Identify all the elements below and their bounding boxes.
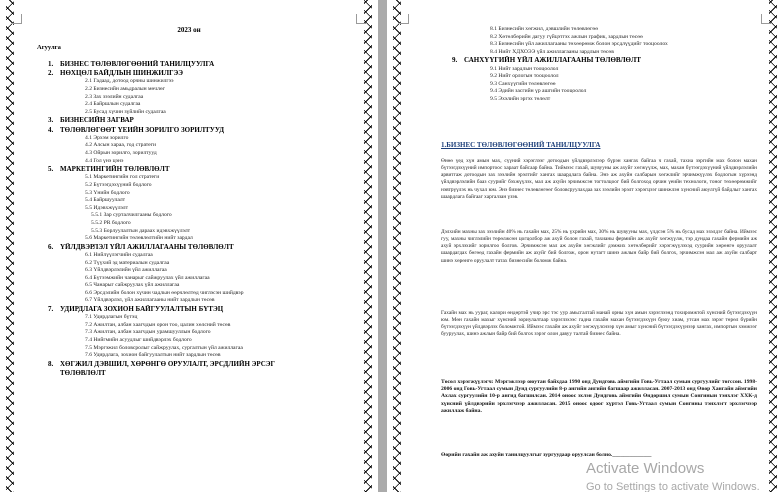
toc-heading[interactable] <box>48 60 348 69</box>
toc-text: 5.3 Үнийн бодлого <box>85 189 130 196</box>
toc-text: ХӨГЖИЛ ДЭВШИЛ, ХӨРӨНГӨ ОРУУЛАЛТ, ЭРСДЛИЙН ЭРСЭГ <box>60 359 276 368</box>
toc-entry[interactable] <box>48 78 348 86</box>
activate-windows-watermark <box>586 460 760 492</box>
toc-text: 8.3 Бизнесийн үйл ажиллагааны төхөөрөмж болон эрсдлүүдийг тооцоолох <box>490 41 668 48</box>
toc-entry[interactable] <box>442 96 762 104</box>
toc-entry[interactable] <box>48 174 348 182</box>
toc-number <box>48 369 60 378</box>
toc-number: 8. <box>48 359 54 368</box>
toc-entry[interactable] <box>48 182 348 190</box>
toc-heading[interactable] <box>48 126 348 135</box>
toc-entry[interactable] <box>48 267 348 275</box>
toc-text: 5.6 Маркетингийн төлөвлөлтийн нийт зардал <box>85 235 193 242</box>
toc-text: 7.6 Удирдлага, зохион байгуулалтын нийт зардлын төсөв <box>85 352 221 359</box>
toc-entry[interactable] <box>48 158 348 166</box>
toc-number: 6. <box>48 242 54 251</box>
margin-corner-mark <box>356 14 366 24</box>
toc-entry[interactable] <box>48 205 348 213</box>
toc-text: 4.1 Эрхэм зорилго <box>85 134 129 141</box>
page-border-left <box>6 0 14 492</box>
toc-entry[interactable] <box>48 109 348 117</box>
toc-text: ТӨЛӨВЛӨЛТ <box>60 369 106 378</box>
toc-entry[interactable] <box>48 212 348 220</box>
toc-entry[interactable] <box>48 282 348 290</box>
toc-entry[interactable] <box>48 150 348 158</box>
toc-text: 7.5 Мэргэжил боловсролыг сайжруулах, сургалтын үйл ажиллагаа <box>85 344 243 351</box>
toc-text: 5.5 Идэвхжүүлэлт <box>85 204 129 211</box>
toc-entry[interactable] <box>48 94 348 102</box>
toc-text: 5.4 Байршуулалт <box>85 197 126 204</box>
toc-title: Агуулга <box>37 44 61 51</box>
toc-entry[interactable] <box>48 135 348 143</box>
toc-text: МАРКЕТИНГИЙН ТӨЛӨВЛӨЛТ <box>60 165 170 174</box>
toc-entry[interactable] <box>48 142 348 150</box>
toc-text: УДИРДЛАГА ЗОХИОН БАЙГУУЛАЛТЫН БҮТЭЦ <box>60 305 224 314</box>
toc-entry[interactable] <box>48 197 348 205</box>
toc-text: 4.4 Гол үнэ цэнэ <box>85 157 124 164</box>
page-border-left <box>393 0 401 492</box>
toc-text: 5.1 Маркетингийн гол стратеги <box>85 174 160 181</box>
toc-entry[interactable] <box>48 337 348 345</box>
toc-entry[interactable] <box>48 345 348 353</box>
margin-corner-mark <box>12 14 22 24</box>
toc-text: НӨХЦӨЛ БАЙДЛЫН ШИНЖИЛГЭЭ <box>60 69 184 78</box>
toc-entry[interactable] <box>48 275 348 283</box>
toc-entry[interactable] <box>48 190 348 198</box>
toc-text: 6.4 Бүтээмжийн чанарыг сайжруулах үйл ажиллагаа <box>85 274 210 281</box>
toc-heading[interactable] <box>48 360 348 369</box>
toc-text: 5.2 Бүтээгдэхүүний бодлого <box>85 181 152 188</box>
toc-heading[interactable] <box>442 56 762 65</box>
toc-text: 2.1 Гадаад, дотоод орчны шинжилгээ <box>85 78 174 85</box>
toc-text: 5.5.1 Зар сурталчилгааны бодлого <box>91 212 172 219</box>
toc-number: 5. <box>48 165 54 174</box>
toc-entry[interactable] <box>48 228 348 236</box>
toc-entry[interactable] <box>48 101 348 109</box>
toc-text: 9.2 Нийт орлогын тооцоолол <box>490 73 559 80</box>
toc-text: 9.3 Санхүүгийн төлөвлөгөө <box>490 80 556 87</box>
watermark-title: Activate Windows <box>586 460 705 477</box>
toc-entry[interactable] <box>442 81 762 89</box>
toc-text: 8.2 Хөтөлбөрийн дагуу гүйцэтгэх ажлын график, зардлын төсөө <box>490 33 643 40</box>
toc-heading[interactable] <box>48 243 348 252</box>
toc-entry[interactable] <box>442 41 762 49</box>
toc-number: 4. <box>48 125 54 134</box>
table-of-contents <box>48 60 348 378</box>
toc-text: 6.5 Чанарыг сайжруулах үйл ажиллагаа <box>85 282 180 289</box>
body-paragraph: Өнөө үед хүн амын мах, сүүний хэрэглээг дотоодын үйлдвэрлэлээр бүрэн хангах байгаа ч гахай, тахиа зэргийн мах болон махан бүтээгдэхүүний импортоос хараат байсаар байна. Тиймээс гахай, шувууны аж ахуйг хөгжүүлж, мах, махан бүтээгдэхүүний үйлдвэрлэлийн арвитгаж дотоодын зах зээлийн эрэлтийг хангах шаардлага байна. Энэ аж ахуйн салбарын хөгжлийг эрчимжүүлэх бодлогын хүрээнд үйлдвэрлэлийн бааз суурийг бэхжүүлэх, мал аж ахуйн эрчимжсэн тогтолцоог бий болгоход орчин үеийн технологи, тоног төхөөрөмжийг нэвтрүүлэх нь чухал юм. Энэ бизнес төлөвлөгөөг боловсруулахдаа зах зээлийн эрэлт хэрэгцээг шинжлэн хүнсний аюулгүй байдлыг хангах шаардлага байгааг харгалзан үзэв. <box>441 158 757 200</box>
document-page-right <box>387 0 783 492</box>
toc-text: 9.4 Эдийн засгийн үр ашгийн тооцоолол <box>490 88 587 95</box>
toc-text: 2.5 Бусад хүчин зүйлийн судалгаа <box>85 108 166 115</box>
toc-text: 9.1 Нийт зардлын тооцоолол <box>490 65 559 72</box>
toc-text: 8.4 Нийт ХДХОЭЭ үйл ажиллагааны зардлын төсөв <box>490 48 614 55</box>
closing-line: Өөрийн гахайн аж ахуйн танилцуулгыг зургуудаар оруулсан болно.______________ <box>441 452 652 458</box>
toc-text: 7.1 Удирдлагын бүтэц <box>85 314 138 321</box>
toc-entry[interactable] <box>48 290 348 298</box>
toc-text: 5.5.2 PR бодлого <box>91 219 131 226</box>
toc-entry[interactable] <box>48 260 348 268</box>
toc-entry[interactable] <box>48 322 348 330</box>
toc-text: ТӨЛӨВЛӨГӨӨТ ҮЕИЙН ЗОРИЛГО ЗОРИЛТУУД <box>60 125 225 134</box>
toc-entry[interactable] <box>48 252 348 260</box>
page-border-right <box>364 0 372 492</box>
toc-number: 7. <box>48 305 54 314</box>
margin-corner-mark <box>761 14 771 24</box>
toc-number: 9. <box>452 56 458 65</box>
toc-text: БИЗНЕС ТӨЛӨВЛӨГӨӨНИЙ ТАНИЛЦУУЛГА <box>60 60 215 68</box>
toc-text: 6.7 Үйлдвэрлэл, үйл ажиллагааны нийт зардлын төсөв <box>85 297 215 304</box>
toc-text: 6.6 Эрсдэлийн болон хүчин чадлын өөрчлөлтөд чиглэсэн шийдвэр <box>85 289 244 296</box>
toc-heading[interactable] <box>48 305 348 314</box>
document-year: 2023 он <box>177 26 201 34</box>
toc-entry[interactable] <box>442 73 762 81</box>
toc-text: 7.3 Ажилтан, албан хаагчдын урамшууллын бодлого <box>85 329 211 336</box>
body-paragraph: Гахайн мах нь уураг, калори өндөртэй учир эрс тэс уур амьсгалтай манай орны хүн амын хэрэглээнд тохиромжтой хүнсний бүтээгдэхүүн юм. Мөн гахайн махыг хүнсний зориулалтаар хэрэглэхээс гадна гахайн махан бүтээгдэхүүн буюу хиам, утсан мах зэрэг төрөл бүрийн бүтээгдэхүүн үйлдвэрлэх боломжтой. Иймээс гахайн аж ахуйг хөгжүүлснээр хүн амыг хүнсний бүтээгдэхүүнээр хангах, импортын хэмжээг бууруулах, шинэ ажлын байр бий болгох зэрэг олон давуу талтай бизнес байна. <box>441 310 757 338</box>
toc-entry[interactable] <box>442 49 762 57</box>
toc-text: 6.2 Түүхий эд материалын судалгаа <box>85 259 170 266</box>
toc-number: 2. <box>48 69 54 78</box>
page-border-right <box>769 0 777 492</box>
document-page-left <box>0 0 378 492</box>
toc-entry[interactable] <box>48 352 348 360</box>
toc-heading[interactable] <box>48 116 348 125</box>
toc-entry[interactable] <box>48 235 348 243</box>
toc-text: БИЗНЕСИЙН ЗАГВАР <box>60 116 134 125</box>
toc-text: 6.3 Үйлдвэрлэлийн үйл ажиллагаа <box>85 267 167 274</box>
toc-entry[interactable] <box>48 297 348 305</box>
toc-text: 6.1 Нийлүүлэгчийн судалгаа <box>85 251 153 258</box>
project-owner-paragraph: Төсөл хэрэгжүүлэгч: Мэргэжлээр оюутан байхдаа 1990 онд Дундговь аймгийн Говь-Угтаал сумын сургуулийг төгссөн. 1998-2006 онд Говь-Угтаал сумын Дунд сургуулийн 8-р ангийн ангийн багшаар ажилласан. 2007-2013 онд Өвөр Хангайн аймгийн Ахлах сургуулийн 10-р ангид багшилсан. 2014 оноос эхлэн Дундговь аймгийн Өндөршил сумын Сонгинын тэнхлэг ХХК-д хүнсний үйлдвэрийн эрхлэгчээр ажилласан. 2015 оноос одоог хүртэл Говь-Угтаал сумын Сонгины тэнхлэгт эрхлэгчээр ажиллаж байна. <box>441 379 757 414</box>
table-of-contents-continued <box>442 26 762 104</box>
body-paragraph: Дэлхийн махны зах зээлийн 40% нь гахайн мах, 25% нь үхрийн мах, 30% нь шувууны мах, үлдсэн 5% нь бусад мах эзэлдэг байна. Иймээс гуу, махны чиглэлийн төрөлжсөн цогцолбор аж ахуй болон гахай, тахианы фермийн аж ахуйг хөгжүүлж, тэр дундаа гахайн фермийн аж ахуй эрхлэхийг зорилгоо болгов. Эрчимжсэн мал аж ахуйн хөгжлийг дэмжих хөтөлбөрийг хэрэгжүүлэхэд суурийн хөрөнгө оруулалт шаардагдах бөгөөд гахайн фермийн аж ахуйг бий болгож, орон нутагт шинэ ажлын байр бий болгох, эрчимжсэн мал аж ахуйн салбарт шинэ хөрөнгө оруулалт татах бизнесийн боломж байна. <box>441 229 757 264</box>
toc-number: 3. <box>48 116 54 125</box>
watermark-subtitle: Go to Settings to activate Windows. <box>586 481 760 492</box>
toc-text: 5.5.3 Борлуулалтын дараах идэвхжүүлэлт <box>91 227 191 234</box>
toc-text: 7.4 Нийгмийн асуудлыг шийдвэрлэх бодлого <box>85 337 192 344</box>
toc-text: САНХҮҮГИЙН ҮЙЛ АЖИЛЛАГААНЫ ТӨЛӨВЛӨЛТ <box>464 56 641 65</box>
toc-text: 2.3 Зах зээлийн судалгаа <box>85 93 144 100</box>
section-title: 1.БИЗНЕС ТӨЛӨВЛӨГӨӨНИЙ ТАНИЛЦУУЛГА <box>441 141 601 149</box>
toc-entry[interactable] <box>48 314 348 322</box>
toc-entry[interactable] <box>48 86 348 94</box>
toc-text: 8.1 Бизнесийн хөгжил, дэвшлийн төлөвлөгөө <box>490 26 598 32</box>
toc-text: 4.2 Алсын хараа, год стратеги <box>85 142 157 149</box>
margin-corner-mark <box>399 14 409 24</box>
toc-heading[interactable] <box>48 69 348 78</box>
toc-text: 2.2 Бизнесийн амьдралын мөчлөг <box>85 86 166 92</box>
toc-heading[interactable] <box>48 165 348 174</box>
toc-text: 9.5 Эхэлийн эргэх төлөлт <box>490 95 551 102</box>
toc-entry[interactable] <box>48 329 348 337</box>
toc-heading[interactable] <box>48 369 348 378</box>
toc-entry[interactable] <box>442 88 762 96</box>
toc-text: 7.2 Ажилтан, албан хаагчдын орон тоо, цалин хөлсний төсөв <box>85 321 231 328</box>
toc-entry[interactable] <box>442 26 762 34</box>
toc-text: ҮЙЛДВЭРЛЭЛ ҮЙЛ АЖИЛЛАГААНЫ ТӨЛӨВЛӨЛТ <box>60 242 234 251</box>
toc-entry[interactable] <box>48 220 348 228</box>
toc-entry[interactable] <box>442 34 762 42</box>
toc-entry[interactable] <box>442 66 762 74</box>
toc-text: 4.3 Ойрын зорилго, зорилтууд <box>85 149 157 156</box>
toc-number: 1. <box>48 60 54 68</box>
toc-text: 2.4 Байршлын судалгаа <box>85 101 141 108</box>
